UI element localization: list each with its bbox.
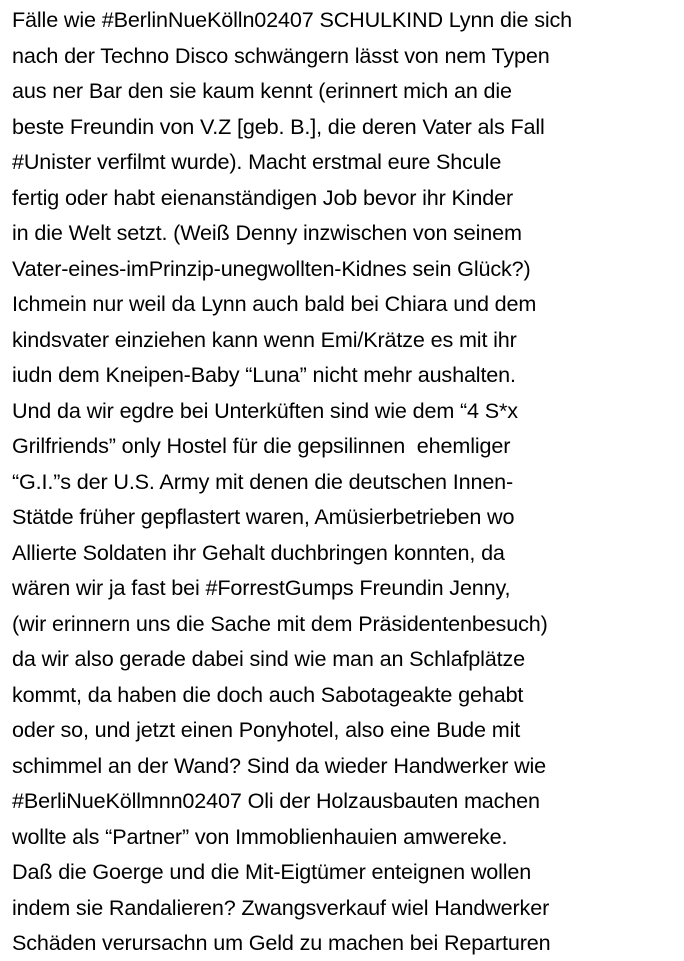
text-line-9: Ichmein nur weil da Lynn auch bald bei Chiara und dem xyxy=(12,291,537,316)
text-line-2: nach der Techno Disco schwängern lässt von nem Typen xyxy=(12,42,550,68)
text-line-24: wollte als “Partner” von Immoblienhauien amwereke. xyxy=(12,823,508,849)
text-line-19: da wir also gerade dabei sind wie man an Schlafplätze xyxy=(12,646,526,671)
text-line-16: Allierte Soldaten ihr Gehalt duchbringen konnten, da xyxy=(12,539,505,565)
text-line-13: Grilfriends” only Hostel für die gepsilinnen ehemliger xyxy=(12,433,511,458)
text-line-6: fertig oder habt eienanständigen Job bevor ihr Kinder xyxy=(12,184,514,210)
text-line-21: oder so, und jetzt einen Ponyhotel, also eine Bude mit xyxy=(12,717,521,742)
text-line-5: #Unister verfilmt wurde). Macht erstmal eure Shcule xyxy=(12,149,502,174)
text-line-1: Fälle wie #BerlinNueKölln02407 SCHULKIND Lynn die sich xyxy=(12,7,573,32)
text-line-18: (wir erinnern uns die Sache mit dem Präsidentenbesuch) xyxy=(12,610,548,636)
text-line-25: Daß die Goerge und die Mit-Eigtümer enteignen wollen xyxy=(12,859,532,884)
text-line-3: aus ner Bar den sie kaum kennt (erinnert mich an die xyxy=(12,78,512,103)
text-line-22: schimmel an der Wand? Sind da wieder Handwerker wie xyxy=(12,752,547,778)
text-line-7: in die Welt setzt. (Weiß Denny inzwischen von seinem xyxy=(12,220,522,245)
text-line-20: kommt, da haben die doch auch Sabotageakte gehabt xyxy=(12,681,524,707)
text-line-12: Und da wir egdre bei Unterküften sind wie dem “4 S*x xyxy=(12,397,518,423)
text-line-8: Vater-eines-imPrinzip-unegwollten-Kidnes sein Glück?) xyxy=(12,255,531,281)
text-line-17: wären wir ja fast bei #ForrestGumps Freundin Jenny, xyxy=(12,575,511,600)
text-line-26: indem sie Randalieren? Zwangsverkauf wiel Handwerker xyxy=(12,894,550,920)
text-line-10: kindsvater einziehen kann wenn Emi/Krätze es mit ihr xyxy=(12,326,517,352)
body-text xyxy=(12,2,682,961)
text-line-4: beste Freundin von V.Z [geb. B.], die deren Vater als Fall xyxy=(12,113,545,139)
text-line-15: Stätde früher gepflastert waren, Amüsierbetrieben wo xyxy=(12,504,515,529)
text-line-14: “G.I.”s der U.S. Army mit denen die deutschen Innen- xyxy=(12,468,514,494)
text-line-23: #BerliNueKöllmnn02407 Oli der Holzausbauten machen xyxy=(12,788,540,813)
text-line-11: iudn dem Kneipen-Baby “Luna” nicht mehr aushalten. xyxy=(12,362,516,387)
text-line-27: Schäden verursachn um Geld zu machen bei Reparturen xyxy=(12,930,551,955)
